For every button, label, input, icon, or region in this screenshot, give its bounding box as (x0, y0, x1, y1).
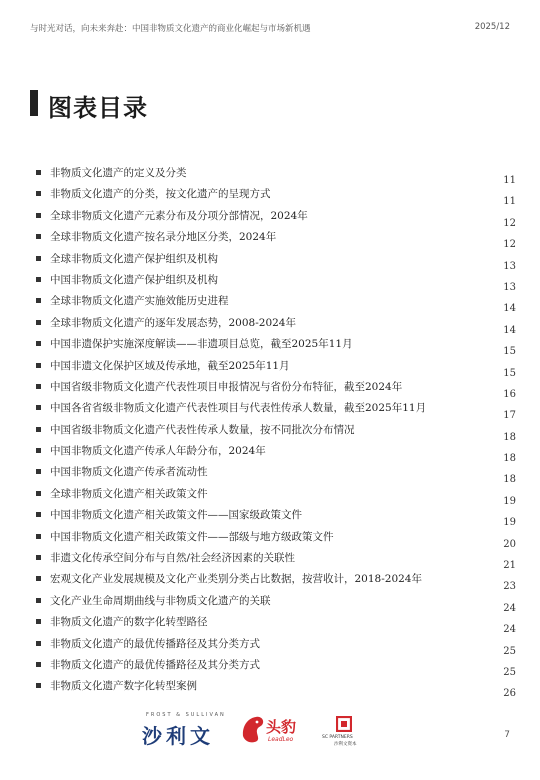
toc-item-page: 12 (503, 217, 516, 229)
page-number: 7 (504, 730, 510, 740)
toc-item-label: 文化产业生命周期曲线与非物质文化遗产的关联 (50, 594, 271, 607)
bullet-icon (36, 662, 41, 667)
bullet-icon (36, 405, 41, 410)
toc-item-label: 中国非遗文化保护区域及传承地，截至2025年11月 (50, 359, 290, 372)
toc-item-page: 13 (503, 281, 516, 293)
bullet-icon (36, 512, 41, 517)
toc-item-label: 全球非物质文化遗产实施效能历史进程 (50, 295, 229, 308)
toc-item-page: 15 (503, 367, 516, 379)
toc-item[interactable] (36, 252, 516, 273)
bullet-icon (36, 598, 41, 603)
toc-item[interactable] (36, 316, 516, 337)
bullet-icon (36, 384, 41, 389)
logo2-chinese-text: 头豹 (266, 718, 297, 736)
toc-item-page: 12 (503, 239, 516, 251)
bullet-icon (36, 298, 41, 303)
bullet-icon (36, 641, 41, 646)
toc-item-page: 14 (503, 324, 516, 336)
toc-item[interactable] (36, 444, 516, 465)
toc-item-label: 中国省级非物质文化遗产代表性项目申报情况与省份分布特征，截至2024年 (50, 380, 403, 393)
chart-index-list (36, 166, 516, 701)
toc-item-label: 全球非物质文化遗产保护组织及机构 (50, 252, 218, 265)
bullet-icon (36, 576, 41, 581)
toc-item-page: 18 (503, 453, 516, 465)
toc-item-page: 25 (503, 666, 516, 678)
toc-item[interactable] (36, 637, 516, 658)
toc-item-label: 中国各省省级非物质文化遗产代表性项目与代表性传承人数量，截至2025年11月 (50, 402, 427, 415)
toc-item-label: 非遗文化传承空间分布与自然/社会经济因素的关联性 (50, 552, 296, 565)
toc-item[interactable] (36, 337, 516, 358)
toc-item-page: 11 (503, 175, 516, 186)
header-report-title: 与时光对话，向未来奔赴：中国非物质文化遗产的商业化崛起与市场新机遇 (30, 24, 311, 34)
toc-item-label: 中国省级非物质文化遗产代表性传承人数量，按不同批次分布情况 (50, 423, 355, 436)
toc-item-label: 非物质文化遗产的定义及分类 (50, 167, 187, 179)
bullet-icon (36, 341, 41, 346)
logo1-chinese-text: 沙利文 (142, 724, 214, 748)
logo2-english-text: LeadLeo (268, 736, 294, 743)
toc-item[interactable] (36, 294, 516, 315)
toc-item-label: 非物质文化遗产的分类，按文化遗产的呈现方式 (50, 188, 271, 201)
toc-item-label: 全球非物质文化遗产相关政策文件 (50, 487, 208, 500)
toc-item[interactable] (36, 401, 516, 422)
logo3-chinese-text: 沙利文资本 (334, 742, 357, 747)
toc-item-page: 24 (503, 602, 516, 614)
toc-item-page: 26 (503, 688, 516, 700)
toc-item[interactable] (36, 658, 516, 679)
toc-item-label: 中国非物质文化遗产传承人年龄分布，2024年 (50, 445, 266, 458)
toc-item-page: 25 (503, 645, 516, 657)
toc-item[interactable] (36, 465, 516, 486)
bullet-icon (36, 277, 41, 282)
bullet-icon (36, 256, 41, 261)
toc-item[interactable] (36, 209, 516, 230)
header-date: 2025/12 (474, 22, 510, 32)
toc-item[interactable] (36, 508, 516, 529)
toc-item[interactable] (36, 423, 516, 444)
toc-item[interactable] (36, 551, 516, 572)
toc-item[interactable] (36, 530, 516, 551)
toc-item[interactable] (36, 166, 516, 187)
bullet-icon (36, 469, 41, 474)
bullet-icon (36, 448, 41, 453)
page-header (30, 22, 510, 36)
toc-item[interactable] (36, 187, 516, 208)
toc-item-page: 18 (503, 474, 516, 486)
bullet-icon (36, 170, 41, 175)
sc-square-icon (336, 716, 352, 732)
toc-item-label: 宏观文化产业发展规模及文化产业类别分类占比数据，按营收计，2018-2024年 (50, 573, 422, 586)
toc-item-label: 全球非物质文化遗产的逐年发展态势，2008-2024年 (50, 316, 296, 329)
bullet-icon (36, 491, 41, 496)
logo1-english-text: FROST & SULLIVAN (146, 712, 226, 718)
toc-item[interactable] (36, 230, 516, 251)
page-title: 图表目录 (48, 93, 148, 122)
toc-item-label: 全球非物质文化遗产元素分布及分项分部情况，2024年 (50, 209, 308, 222)
toc-item-label: 非物质文化遗产的数字化转型路径 (50, 616, 208, 629)
toc-item-page: 11 (503, 196, 516, 208)
toc-item-page: 16 (503, 388, 516, 400)
toc-item-label: 全球非物质文化遗产按名录分地区分类，2024年 (50, 231, 277, 244)
toc-item[interactable] (36, 594, 516, 615)
toc-item-page: 17 (503, 410, 516, 422)
toc-item-label: 中国非物质文化遗产相关政策文件——国家级政策文件 (50, 509, 302, 522)
bullet-icon (36, 427, 41, 432)
toc-item-page: 14 (503, 303, 516, 315)
leadleo-logo (240, 714, 300, 750)
frost-sullivan-logo (142, 712, 232, 750)
toc-item-label: 中国非物质文化遗产相关政策文件——部级与地方级政策文件 (50, 530, 334, 543)
toc-item-label: 非物质文化遗产数字化转型案例 (50, 680, 197, 693)
toc-item-page: 18 (503, 431, 516, 443)
bullet-icon (36, 234, 41, 239)
toc-item[interactable] (36, 359, 516, 380)
toc-item[interactable] (36, 572, 516, 593)
logo3-english-text: SC PARTNERS (322, 735, 353, 740)
bullet-icon (36, 683, 41, 688)
sc-partners-logo (322, 716, 372, 750)
toc-item-page: 23 (503, 581, 516, 593)
toc-item[interactable] (36, 487, 516, 508)
toc-item-page: 13 (503, 260, 516, 272)
toc-item-page: 24 (503, 624, 516, 636)
toc-item-label: 中国非遗保护实施深度解读——非遗项目总览，截至2025年11月 (50, 338, 353, 351)
footer-logos (0, 712, 540, 752)
toc-item[interactable] (36, 273, 516, 294)
toc-item-label: 非物质文化遗产的最优传播路径及其分类方式 (50, 658, 260, 671)
bullet-icon (36, 320, 41, 325)
leopard-icon (240, 714, 266, 744)
toc-item-label: 中国非物质文化遗产保护组织及机构 (50, 273, 218, 286)
toc-item[interactable] (36, 380, 516, 401)
bullet-icon (36, 619, 41, 624)
toc-item-page: 19 (503, 517, 516, 529)
bullet-icon (36, 555, 41, 560)
toc-item-page: 19 (503, 495, 516, 507)
toc-item-page: 21 (503, 560, 516, 572)
bullet-icon (36, 534, 41, 539)
toc-item-page: 15 (503, 346, 516, 358)
bullet-icon (36, 213, 41, 218)
toc-item[interactable] (36, 615, 516, 636)
toc-item[interactable] (36, 679, 516, 700)
heading-accent-bar (30, 90, 38, 116)
toc-item-label: 中国非物质文化遗产传承者流动性 (50, 466, 208, 479)
toc-item-page: 20 (503, 538, 516, 550)
bullet-icon (36, 363, 41, 368)
bullet-icon (36, 191, 41, 196)
toc-item-label: 非物质文化遗产的最优传播路径及其分类方式 (50, 637, 260, 650)
